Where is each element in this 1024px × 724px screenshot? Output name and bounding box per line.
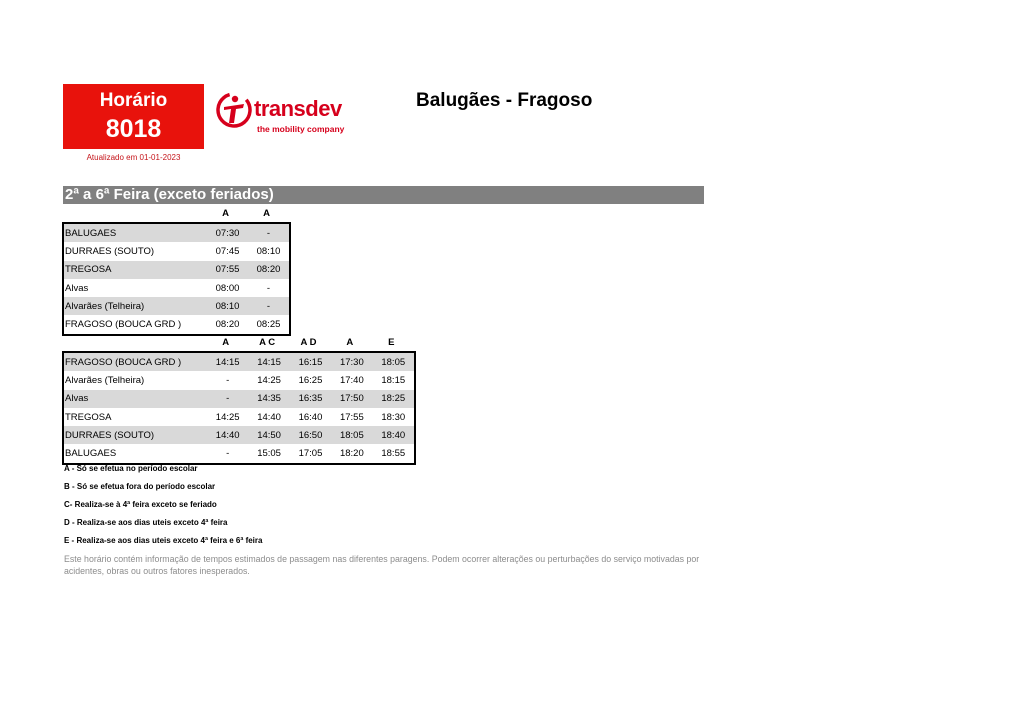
time-cell: 14:25 [257,374,281,386]
time-cell: 07:45 [215,245,240,257]
time-cell: 17:55 [339,411,364,423]
table-row [64,261,289,279]
time-cell: 17:40 [339,374,364,386]
time-cell: 07:55 [215,264,240,276]
time-cell: 14:40 [215,429,240,441]
stop-name: DURRAES (SOUTO) [65,245,155,257]
time-cell: 08:00 [215,282,240,294]
table-body [62,351,416,465]
table-row [64,408,414,426]
time-cell: 17:30 [339,356,364,368]
time-cell: 14:15 [257,356,281,368]
legend-note: B - Só se efetua fora do período escolar [64,482,216,491]
logo-tagline: the mobility company [257,124,345,134]
time-cell: 18:55 [381,448,406,460]
table-row [64,426,414,444]
time-cell: 14:25 [215,411,240,423]
time-cell: 14:15 [215,356,240,368]
table-header [62,204,291,222]
table-header [62,333,416,351]
time-cell: 16:35 [298,393,323,405]
column-header: A D [300,336,317,348]
time-cell: 08:20 [215,319,240,331]
legend-note: D - Realiza-se aos dias uteis exceto 4ª feira [64,518,228,527]
time-cell: 17:50 [339,393,364,405]
column-header: A [263,207,270,219]
column-header: E [388,336,395,348]
time-cell: - [226,374,230,386]
time-cell: 18:20 [339,448,364,460]
table-row [64,371,414,389]
time-cell: - [226,448,230,460]
table-body [62,222,291,336]
section-title: 2ª a 6ª Feira (exceto feriados) [63,186,704,204]
time-cell: 17:05 [298,448,323,460]
time-cell: 16:40 [298,411,323,423]
legend-note: A - Só se efetua no período escolar [64,464,198,473]
time-cell: 14:40 [257,411,281,423]
legend-note: E - Realiza-se aos dias uteis exceto 4ª feira e 6ª feira [64,536,263,545]
time-cell: - [226,393,230,405]
time-cell: 16:25 [298,374,323,386]
stop-name: Alvas [65,282,89,294]
time-cell: 18:15 [381,374,406,386]
stop-name: FRAGOSO (BOUCA GRD ) [65,319,182,331]
time-cell: 15:05 [257,448,281,460]
column-header: A [346,336,354,348]
column-header: A [222,207,229,219]
stop-name: TREGOSA [65,264,112,276]
transdev-logo-icon [214,90,254,130]
table-row [64,242,289,260]
table-row [64,353,414,371]
table-row [64,224,289,242]
table-row [64,315,289,333]
stop-name: BALUGAES [65,448,117,460]
table-row [64,297,289,315]
table-row [64,444,414,462]
time-cell: 08:10 [256,245,281,257]
time-cell: - [266,227,271,239]
time-cell: 18:25 [381,393,406,405]
time-cell: 07:30 [215,227,240,239]
stop-name: Alvarães (Telheira) [65,374,145,386]
disclaimer-text: Este horário contém informação de tempos estimados de passagem nas diferentes paragens. Podem ocorrer alterações ou perturbações do serviço motivadas por acidentes, obras ou outros fatores inesperados. [64,554,700,576]
timetable-outbound [62,204,291,336]
table-row [64,279,289,297]
transdev-logo [214,90,354,138]
legend-note: C- Realiza-se à 4ª feira exceto se feriado [64,500,217,509]
legend-notes [64,463,262,553]
route-label: Horário [99,90,168,111]
table-row [64,390,414,408]
stop-name: DURRAES (SOUTO) [65,429,155,441]
page-title: Balugães - Fragoso [416,90,593,111]
time-cell: 14:35 [257,393,281,405]
time-cell: 14:50 [257,429,281,441]
stop-name: TREGOSA [65,411,112,423]
stop-name: Alvarães (Telheira) [65,300,145,312]
time-cell: 18:40 [381,429,406,441]
time-cell: - [266,300,271,312]
logo-wordmark: transdev [254,96,342,121]
route-number: 8018 [105,115,162,143]
stop-name: Alvas [65,393,89,405]
column-header: A [222,336,230,348]
time-cell: 18:05 [381,356,406,368]
time-cell: 16:15 [298,356,323,368]
time-cell: 18:05 [339,429,364,441]
timetable-return [62,333,416,465]
time-cell: 16:50 [298,429,323,441]
column-header: A C [259,336,276,348]
time-cell: 18:30 [381,411,406,423]
updated-date: Atualizado em 01-01-2023 [86,153,181,162]
time-cell: 08:25 [256,319,281,331]
stop-name: FRAGOSO (BOUCA GRD ) [65,356,182,368]
time-cell: 08:20 [256,264,281,276]
stop-name: BALUGAES [65,227,117,239]
time-cell: 08:10 [215,300,240,312]
route-number-box [63,84,204,149]
time-cell: - [266,282,271,294]
